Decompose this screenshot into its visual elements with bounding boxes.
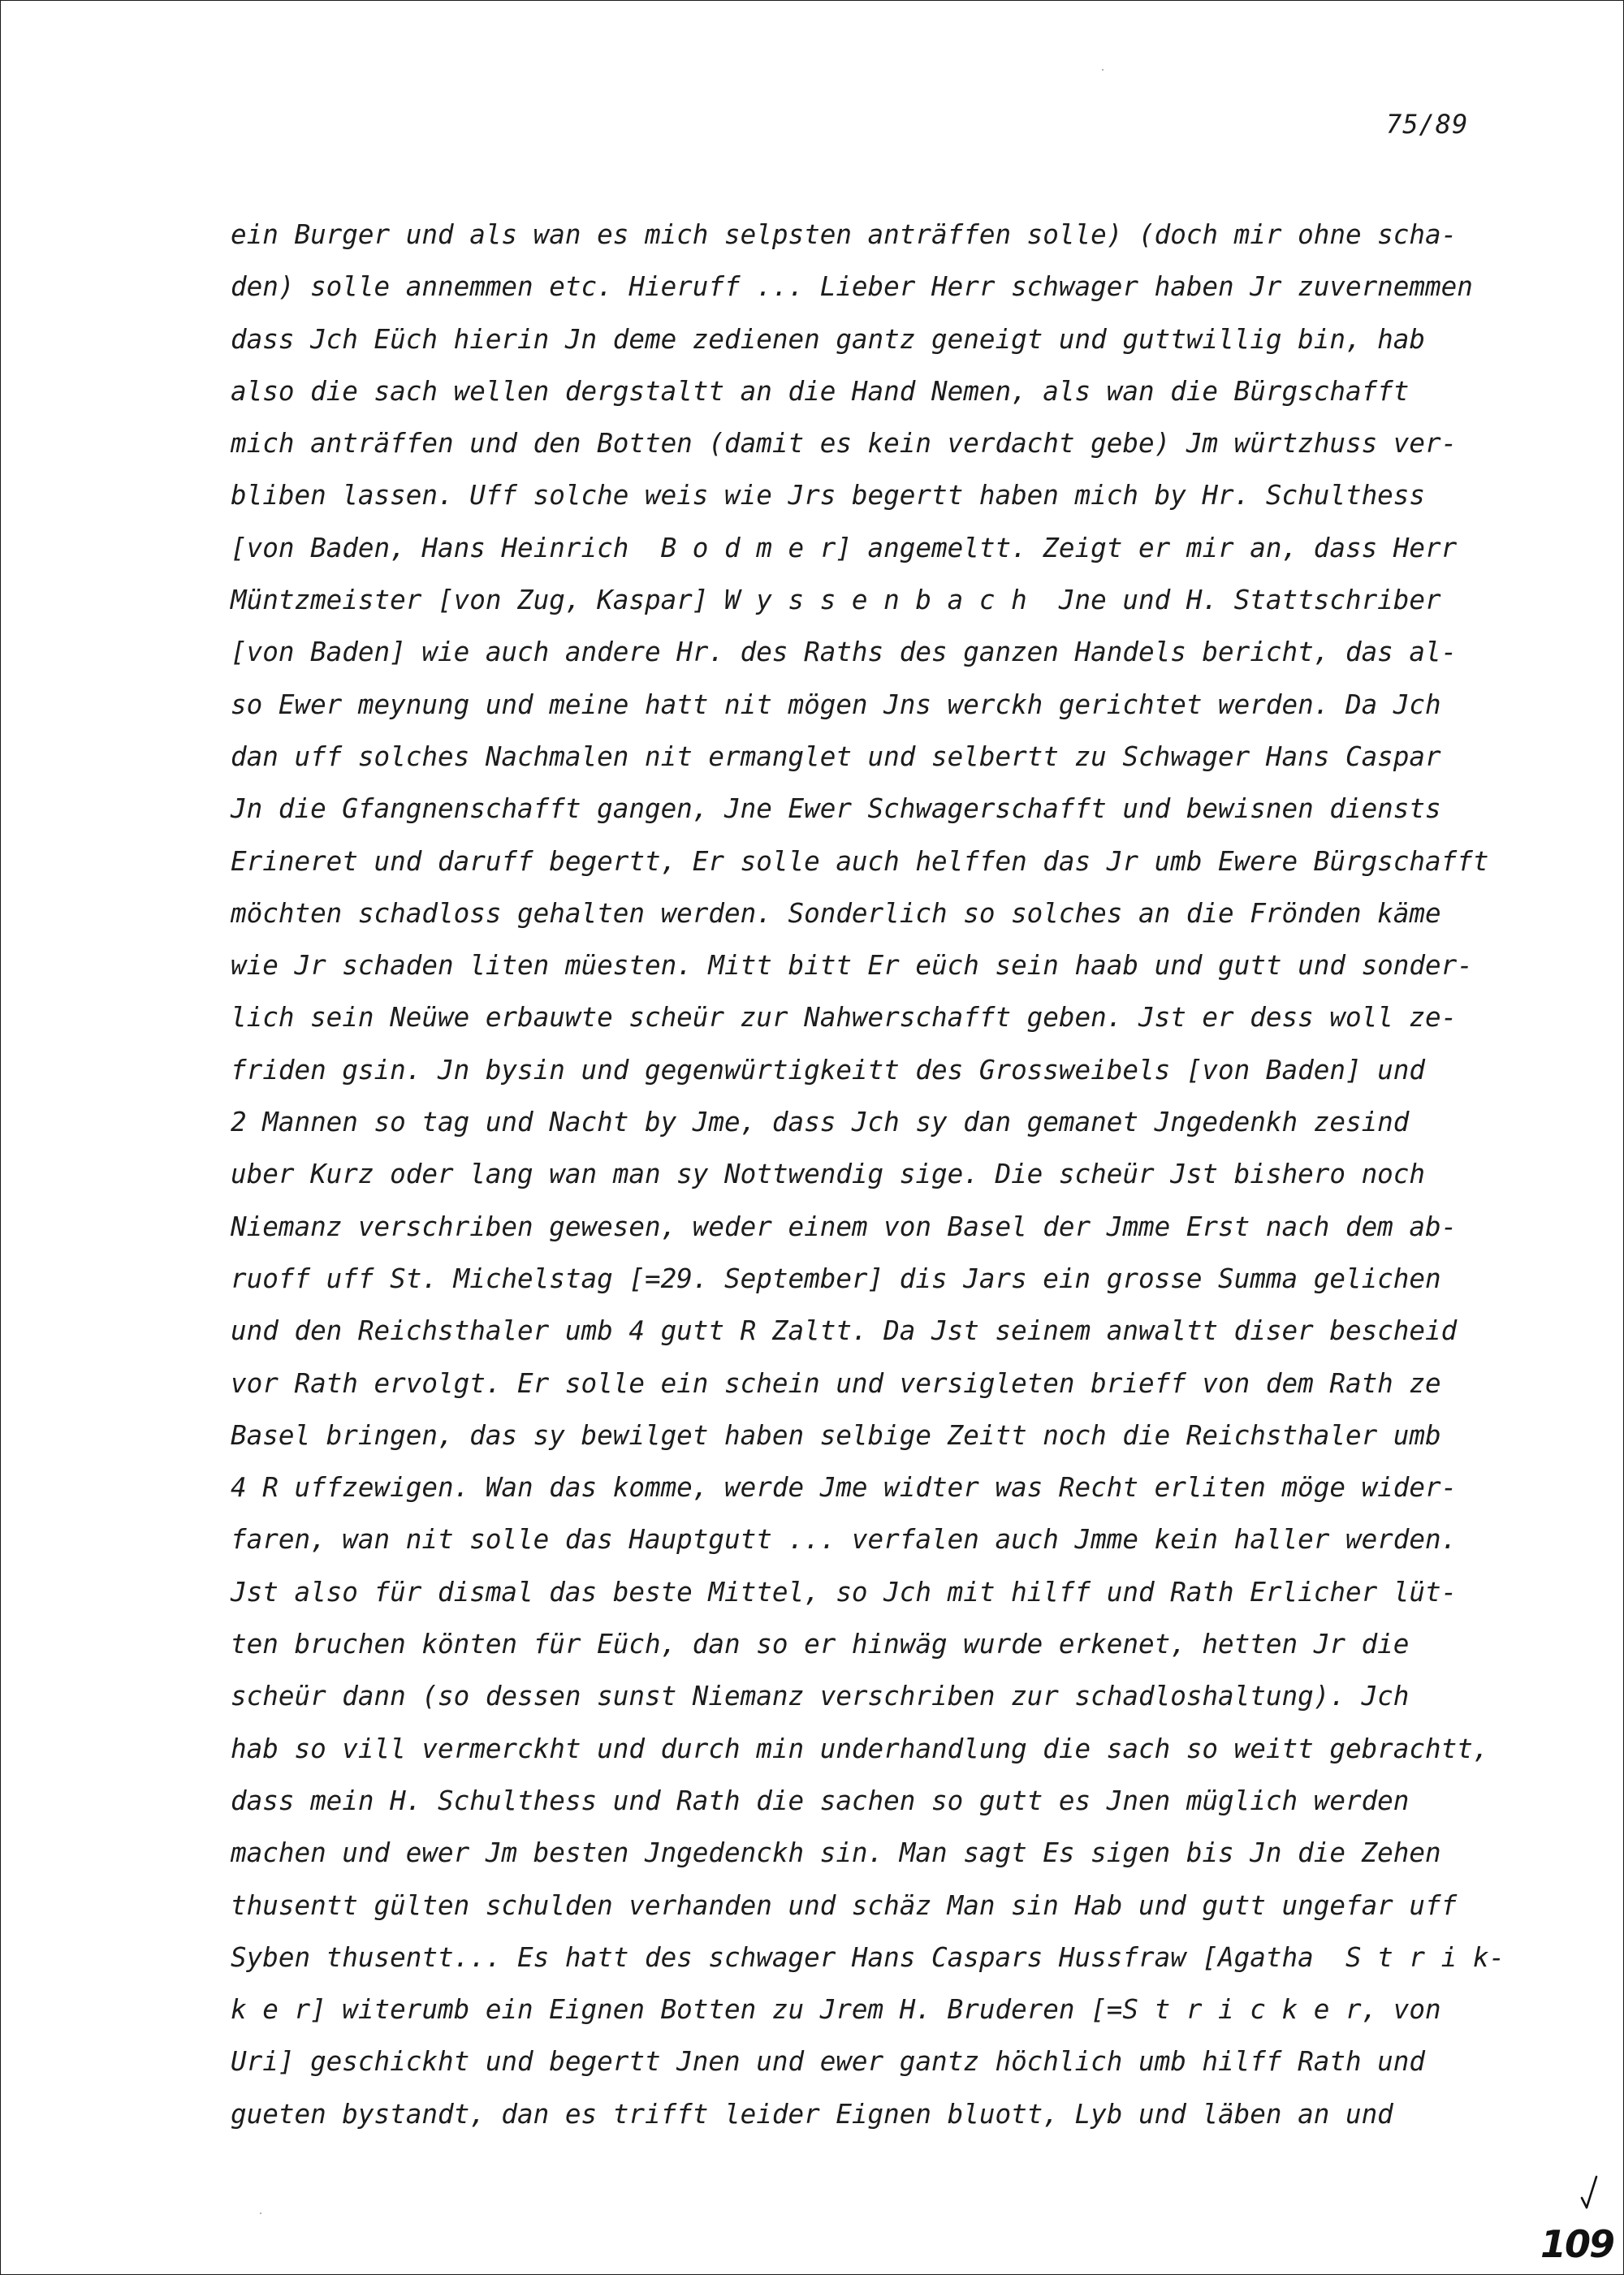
text-line-27: Jst also für dismal das beste Mittel, so Jch mit hilff und Rath Erlicher lüt-: [231, 1576, 1458, 1608]
text-line-22: und den Reichsthaler umb 4 gutt R Zaltt. Da Jst seinem anwaltt diser bescheid: [231, 1315, 1458, 1347]
text-line-1: ein Burger und als wan es mich selpsten anträffen solle) (doch mir ohne scha-: [231, 219, 1458, 250]
text-line-26: faren, wan nit solle das Hauptgutt ... verfalen auch Jmme kein haller werden.: [231, 1524, 1458, 1556]
text-line-8: Müntzmeister [von Zug, Kaspar] W y s s e n b a c h Jne und H. Stattschriber: [231, 585, 1441, 616]
text-line-18: 2 Mannen so tag und Nacht by Jme, dass Jch sy dan gemanet Jngedenkh zesind: [231, 1107, 1410, 1138]
page-number: 75/89: [1386, 109, 1469, 140]
text-line-10: so Ewer meynung und meine hatt nit mögen Jns werckh gerichtet werden. Da Jch: [231, 689, 1441, 720]
text-line-3: dass Jch Eüch hierin Jn deme zedienen gantz geneigt und guttwillig bin, hab: [231, 323, 1426, 355]
text-line-25: 4 R uffzewigen. Wan das komme, werde Jme widter was Recht erliten möge wider-: [231, 1472, 1458, 1504]
text-line-16: lich sein Neüwe erbauwte scheür zur Nahwerschafft geben. Jst er dess woll ze-: [231, 1002, 1458, 1034]
transcription-body: [231, 209, 1611, 2140]
text-line-19: uber Kurz oder lang wan man sy Nottwendig sige. Die scheür Jst bishero noch: [231, 1159, 1426, 1190]
text-line-34: Syben thusentt... Es hatt des schwager Hans Caspars Hussfraw [Agatha S t r i k-: [231, 1941, 1505, 1973]
text-line-12: Jn die Gfangnenschafft gangen, Jne Ewer Schwagerschafft und bewisnen diensts: [231, 793, 1441, 825]
text-line-14: möchten schadloss gehalten werden. Sonderlich so solches an die Frönden käme: [231, 897, 1441, 929]
text-line-23: vor Rath ervolgt. Er solle ein schein und versigleten brieff von dem Rath ze: [231, 1367, 1441, 1399]
text-line-7: [von Baden, Hans Heinrich B o d m e r] angemeltt. Zeigt er mir an, dass Herr: [231, 532, 1458, 563]
text-line-15: wie Jr schaden liten müesten. Mitt bitt Er eüch sein haab und gutt und sonder-: [231, 950, 1473, 982]
text-line-29: scheür dann (so dessen sunst Niemanz verschriben zur schadloshaltung). Jch: [231, 1681, 1410, 1712]
text-line-28: ten bruchen könten für Eüch, dan so er hinwäg wurde erkenet, hetten Jr die: [231, 1629, 1410, 1660]
handwritten-folio-number: 109: [1540, 2222, 1614, 2266]
text-line-30: hab so vill vermerckht und durch min underhandlung die sach so weitt gebrachtt,: [231, 1733, 1489, 1764]
text-line-36: Uri] geschickht und begertt Jnen und ewer gantz höchlich umb hilff Rath und: [231, 2046, 1426, 2078]
text-line-21: ruoff uff St. Michelstag [=29. September] dis Jars ein grosse Summa gelichen: [231, 1263, 1441, 1294]
checkmark-icon: [1580, 2175, 1598, 2211]
text-line-37: gueten bystandt, dan es trifft leider Eignen bluott, Lyb und läben an und: [231, 2098, 1393, 2130]
text-line-17: friden gsin. Jn bysin und gegenwürtigkeitt des Grossweibels [von Baden] und: [231, 1054, 1426, 1086]
text-line-6: bliben lassen. Uff solche weis wie Jrs begertt haben mich by Hr. Schulthess: [231, 480, 1426, 512]
text-line-33: thusentt gülten schulden verhanden und schäz Man sin Hab und gutt ungefar uff: [231, 1889, 1458, 1921]
text-line-5: mich anträffen und den Botten (damit es kein verdacht gebe) Jm würtzhuss ver-: [231, 428, 1458, 460]
text-line-4: also die sach wellen dergstaltt an die Hand Nemen, als wan die Bürgschafft: [231, 375, 1410, 407]
text-line-11: dan uff solches Nachmalen nit ermanglet und selbertt zu Schwager Hans Caspar: [231, 740, 1441, 772]
text-line-24: Basel bringen, das sy bewilget haben selbige Zeitt noch die Reichsthaler umb: [231, 1419, 1441, 1451]
text-line-2: den) solle annemmen etc. Hieruff ... Lieber Herr schwager haben Jr zuvernemmen: [231, 271, 1473, 303]
scan-speck: [1102, 69, 1104, 71]
text-line-35: k e r] witerumb ein Eignen Botten zu Jrem H. Bruderen [=S t r i c k e r, von: [231, 1994, 1441, 2026]
text-line-20: Niemanz verschriben gewesen, weder einem von Basel der Jmme Erst nach dem ab-: [231, 1211, 1458, 1242]
scan-speck: [260, 2212, 261, 2214]
text-line-31: dass mein H. Schulthess und Rath die sachen so gutt es Jnen müglich werden: [231, 1785, 1410, 1816]
text-line-32: machen und ewer Jm besten Jngedenckh sin. Man sagt Es sigen bis Jn die Zehen: [231, 1837, 1441, 1869]
text-line-13: Erineret und daruff begertt, Er solle auch helffen das Jr umb Ewere Bürgschafft: [231, 845, 1489, 877]
text-line-9: [von Baden] wie auch andere Hr. des Raths des ganzen Handels bericht, das al-: [231, 637, 1458, 668]
